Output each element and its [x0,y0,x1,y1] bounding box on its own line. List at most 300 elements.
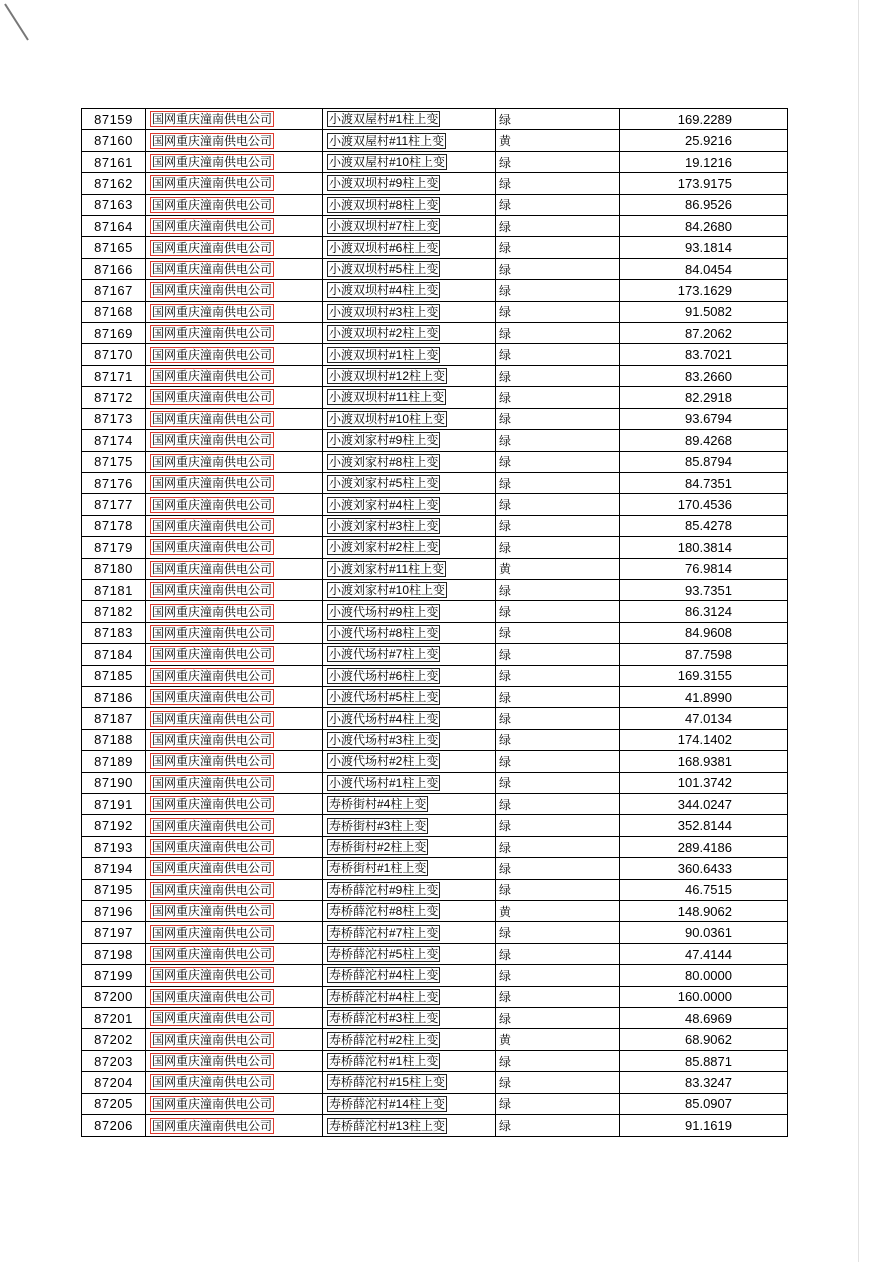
company-cell [146,472,323,493]
device-cell [323,173,496,194]
table-row [82,772,788,793]
status-cell: 绿 [496,301,620,322]
table-row [82,515,788,536]
table-row [82,472,788,493]
company-cell [146,751,323,772]
table-row [82,686,788,707]
table-row [82,879,788,900]
company-cell [146,151,323,172]
company-cell [146,515,323,536]
value-cell: 148.9062 [620,901,788,922]
status-cell: 绿 [496,879,620,900]
status-cell: 绿 [496,922,620,943]
status-cell: 黄 [496,1029,620,1050]
device-cell [323,601,496,622]
table-row [82,943,788,964]
table-row [82,1115,788,1137]
company-cell [146,173,323,194]
status-cell: 绿 [496,451,620,472]
table-row [82,965,788,986]
company-cell [146,665,323,686]
status-cell: 绿 [496,644,620,665]
company-cell [146,965,323,986]
row-id-cell: 87189 [82,751,146,772]
table-body [82,109,788,1137]
company-highlight-box: 国网重庆潼南供电公司 [152,369,273,384]
company-cell [146,537,323,558]
table-row [82,1050,788,1071]
value-cell: 360.6433 [620,858,788,879]
company-cell [146,301,323,322]
device-cell [323,1072,496,1093]
company-cell [146,1050,323,1071]
company-cell [146,922,323,943]
value-cell: 91.1619 [620,1115,788,1137]
value-cell: 84.0454 [620,258,788,279]
company-highlight-box: 国网重庆潼南供电公司 [152,604,273,619]
company-highlight-box: 国网重庆潼南供电公司 [152,390,273,405]
status-cell: 绿 [496,216,620,237]
company-cell [146,494,323,515]
status-cell: 绿 [496,772,620,793]
status-cell: 绿 [496,387,620,408]
table-row [82,451,788,472]
status-cell: 绿 [496,751,620,772]
device-highlight-box: 寿桥薛沱村#15柱上变 [329,1075,446,1090]
device-highlight-box: 小渡双坝村#12柱上变 [329,369,446,384]
value-cell: 83.7021 [620,344,788,365]
status-cell: 绿 [496,686,620,707]
row-id-cell: 87204 [82,1072,146,1093]
status-cell: 绿 [496,365,620,386]
company-highlight-box: 国网重庆潼南供电公司 [152,1011,273,1026]
company-cell [146,986,323,1007]
device-highlight-box: 寿桥街村#2柱上变 [329,840,427,855]
device-cell [323,365,496,386]
status-cell: 绿 [496,258,620,279]
value-cell: 76.9814 [620,558,788,579]
row-id-cell: 87187 [82,708,146,729]
status-cell: 绿 [496,194,620,215]
table-row [82,665,788,686]
company-cell [146,430,323,451]
table-row [82,708,788,729]
company-cell [146,1008,323,1029]
table-row [82,130,788,151]
company-cell [146,558,323,579]
status-cell: 绿 [496,965,620,986]
value-cell: 46.7515 [620,879,788,900]
device-highlight-box: 小渡双坝村#4柱上变 [329,283,439,298]
company-cell [146,323,323,344]
company-highlight-box: 国网重庆潼南供电公司 [152,968,273,983]
row-id-cell: 87198 [82,943,146,964]
power-company-table [81,108,788,1137]
table-row [82,1093,788,1114]
table-row [82,558,788,579]
status-cell: 绿 [496,408,620,429]
device-highlight-box: 寿桥薛沱村#8柱上变 [329,904,439,919]
device-highlight-box: 小渡代场村#3柱上变 [329,732,439,747]
row-id-cell: 87185 [82,665,146,686]
device-cell [323,1115,496,1137]
table-row [82,216,788,237]
value-cell: 168.9381 [620,751,788,772]
company-highlight-box: 国网重庆潼南供电公司 [152,540,273,555]
device-cell [323,622,496,643]
company-cell [146,365,323,386]
value-cell: 68.9062 [620,1029,788,1050]
table-row [82,173,788,194]
row-id-cell: 87188 [82,729,146,750]
row-id-cell: 87162 [82,173,146,194]
company-highlight-box: 国网重庆潼南供电公司 [152,1118,273,1133]
row-id-cell: 87200 [82,986,146,1007]
table-row [82,1008,788,1029]
value-cell: 89.4268 [620,430,788,451]
company-cell [146,794,323,815]
value-cell: 86.9526 [620,194,788,215]
device-highlight-box: 小渡双坝村#2柱上变 [329,326,439,341]
device-highlight-box: 小渡刘家村#9柱上变 [329,433,439,448]
device-highlight-box: 寿桥薛沱村#4柱上变 [329,989,439,1004]
device-highlight-box: 寿桥薛沱村#4柱上变 [329,968,439,983]
device-cell [323,1008,496,1029]
company-highlight-box: 国网重庆潼南供电公司 [152,925,273,940]
company-highlight-box: 国网重庆潼南供电公司 [152,176,273,191]
row-id-cell: 87184 [82,644,146,665]
status-cell: 绿 [496,537,620,558]
row-id-cell: 87178 [82,515,146,536]
table-row [82,151,788,172]
device-cell [323,280,496,301]
device-highlight-box: 寿桥薛沱村#1柱上变 [329,1054,439,1069]
company-highlight-box: 国网重庆潼南供电公司 [152,1054,273,1069]
device-highlight-box: 寿桥薛沱村#7柱上变 [329,925,439,940]
company-highlight-box: 国网重庆潼南供电公司 [152,989,273,1004]
status-cell: 黄 [496,901,620,922]
company-highlight-box: 国网重庆潼南供电公司 [152,347,273,362]
table-row [82,408,788,429]
table-row [82,622,788,643]
company-highlight-box: 国网重庆潼南供电公司 [152,561,273,576]
row-id-cell: 87169 [82,323,146,344]
device-cell [323,408,496,429]
device-cell [323,686,496,707]
status-cell: 绿 [496,323,620,344]
device-highlight-box: 小渡刘家村#3柱上变 [329,518,439,533]
value-cell: 82.2918 [620,387,788,408]
value-cell: 87.7598 [620,644,788,665]
value-cell: 93.1814 [620,237,788,258]
company-highlight-box: 国网重庆潼南供电公司 [152,155,273,170]
company-highlight-box: 国网重庆潼南供电公司 [152,583,273,598]
device-highlight-box: 小渡刘家村#10柱上变 [329,583,446,598]
device-cell [323,644,496,665]
value-cell: 101.3742 [620,772,788,793]
company-highlight-box: 国网重庆潼南供电公司 [152,690,273,705]
company-cell [146,1093,323,1114]
row-id-cell: 87201 [82,1008,146,1029]
device-cell [323,494,496,515]
company-highlight-box: 国网重庆潼南供电公司 [152,304,273,319]
company-highlight-box: 国网重庆潼南供电公司 [152,454,273,469]
device-cell [323,151,496,172]
device-highlight-box: 小渡双坝村#7柱上变 [329,219,439,234]
status-cell: 绿 [496,986,620,1007]
device-cell [323,430,496,451]
device-highlight-box: 寿桥薛沱村#13柱上变 [329,1118,446,1133]
table-row [82,601,788,622]
device-cell [323,815,496,836]
value-cell: 160.0000 [620,986,788,1007]
device-cell [323,922,496,943]
status-cell: 绿 [496,1008,620,1029]
value-cell: 90.0361 [620,922,788,943]
company-cell [146,130,323,151]
device-highlight-box: 小渡代场村#1柱上变 [329,775,439,790]
device-highlight-box: 小渡代场村#7柱上变 [329,647,439,662]
company-highlight-box: 国网重庆潼南供电公司 [152,1096,273,1111]
device-cell [323,451,496,472]
row-id-cell: 87175 [82,451,146,472]
device-cell [323,858,496,879]
device-cell [323,794,496,815]
row-id-cell: 87182 [82,601,146,622]
row-id-cell: 87176 [82,472,146,493]
company-highlight-box: 国网重庆潼南供电公司 [152,326,273,341]
device-cell [323,965,496,986]
company-cell [146,1029,323,1050]
company-highlight-box: 国网重庆潼南供电公司 [152,754,273,769]
table-row [82,194,788,215]
company-highlight-box: 国网重庆潼南供电公司 [152,476,273,491]
row-id-cell: 87196 [82,901,146,922]
row-id-cell: 87167 [82,280,146,301]
table-row [82,836,788,857]
table-row [82,301,788,322]
row-id-cell: 87179 [82,537,146,558]
company-cell [146,879,323,900]
table-row [82,644,788,665]
device-cell [323,986,496,1007]
row-id-cell: 87194 [82,858,146,879]
device-highlight-box: 小渡代场村#9柱上变 [329,604,439,619]
value-cell: 170.4536 [620,494,788,515]
company-highlight-box: 国网重庆潼南供电公司 [152,947,273,962]
company-cell [146,708,323,729]
device-cell [323,751,496,772]
device-highlight-box: 小渡双坝村#3柱上变 [329,304,439,319]
value-cell: 84.7351 [620,472,788,493]
status-cell: 绿 [496,344,620,365]
value-cell: 25.9216 [620,130,788,151]
device-cell [323,109,496,130]
device-cell [323,708,496,729]
company-highlight-box: 国网重庆潼南供电公司 [152,197,273,212]
device-cell [323,579,496,600]
status-cell: 绿 [496,579,620,600]
device-highlight-box: 小渡代场村#8柱上变 [329,625,439,640]
status-cell: 绿 [496,665,620,686]
table-row [82,922,788,943]
table-row [82,494,788,515]
table-row [82,579,788,600]
company-cell [146,901,323,922]
row-id-cell: 87174 [82,430,146,451]
row-id-cell: 87173 [82,408,146,429]
device-cell [323,836,496,857]
device-cell [323,1050,496,1071]
table-row [82,858,788,879]
value-cell: 84.2680 [620,216,788,237]
table-row [82,1072,788,1093]
company-highlight-box: 国网重庆潼南供电公司 [152,133,273,148]
status-cell: 绿 [496,729,620,750]
value-cell: 84.9608 [620,622,788,643]
row-id-cell: 87160 [82,130,146,151]
company-highlight-box: 国网重庆潼南供电公司 [152,283,273,298]
row-id-cell: 87197 [82,922,146,943]
device-highlight-box: 寿桥街村#4柱上变 [329,797,427,812]
device-cell [323,1029,496,1050]
status-cell: 绿 [496,708,620,729]
status-cell: 绿 [496,280,620,301]
row-id-cell: 87180 [82,558,146,579]
value-cell: 173.9175 [620,173,788,194]
data-table [81,108,787,1137]
device-cell [323,515,496,536]
company-cell [146,729,323,750]
scan-corner-mark-icon [0,0,40,48]
device-highlight-box: 小渡双屋村#11柱上变 [329,133,445,148]
company-cell [146,408,323,429]
row-id-cell: 87170 [82,344,146,365]
row-id-cell: 87168 [82,301,146,322]
device-cell [323,258,496,279]
device-highlight-box: 小渡刘家村#4柱上变 [329,497,439,512]
value-cell: 352.8144 [620,815,788,836]
status-cell: 绿 [496,815,620,836]
device-highlight-box: 寿桥薛沱村#2柱上变 [329,1032,439,1047]
status-cell: 绿 [496,622,620,643]
device-highlight-box: 小渡双坝村#11柱上变 [329,390,445,405]
device-cell [323,879,496,900]
table-row [82,1029,788,1050]
company-highlight-box: 国网重庆潼南供电公司 [152,647,273,662]
device-highlight-box: 小渡双坝村#9柱上变 [329,176,439,191]
device-highlight-box: 小渡刘家村#11柱上变 [329,561,445,576]
value-cell: 85.8871 [620,1050,788,1071]
row-id-cell: 87192 [82,815,146,836]
device-highlight-box: 小渡代场村#2柱上变 [329,754,439,769]
company-cell [146,451,323,472]
company-cell [146,858,323,879]
company-cell [146,109,323,130]
device-highlight-box: 小渡代场村#6柱上变 [329,668,439,683]
company-cell [146,601,323,622]
device-cell [323,537,496,558]
row-id-cell: 87206 [82,1115,146,1137]
status-cell: 绿 [496,173,620,194]
table-row [82,344,788,365]
status-cell: 绿 [496,430,620,451]
table-row [82,430,788,451]
company-highlight-box: 国网重庆潼南供电公司 [152,840,273,855]
value-cell: 87.2062 [620,323,788,344]
company-highlight-box: 国网重庆潼南供电公司 [152,668,273,683]
value-cell: 289.4186 [620,836,788,857]
value-cell: 169.3155 [620,665,788,686]
device-cell [323,1093,496,1114]
company-cell [146,644,323,665]
row-id-cell: 87159 [82,109,146,130]
row-id-cell: 87183 [82,622,146,643]
row-id-cell: 87165 [82,237,146,258]
row-id-cell: 87203 [82,1050,146,1071]
row-id-cell: 87177 [82,494,146,515]
status-cell: 绿 [496,151,620,172]
value-cell: 93.6794 [620,408,788,429]
device-cell [323,901,496,922]
row-id-cell: 87171 [82,365,146,386]
device-cell [323,301,496,322]
table-row [82,365,788,386]
company-highlight-box: 国网重庆潼南供电公司 [152,518,273,533]
table-row [82,109,788,130]
row-id-cell: 87195 [82,879,146,900]
row-id-cell: 87190 [82,772,146,793]
table-row [82,537,788,558]
company-cell [146,579,323,600]
device-cell [323,729,496,750]
company-highlight-box: 国网重庆潼南供电公司 [152,240,273,255]
company-cell [146,344,323,365]
company-highlight-box: 国网重庆潼南供电公司 [152,904,273,919]
value-cell: 85.4278 [620,515,788,536]
table-row [82,323,788,344]
company-cell [146,622,323,643]
company-highlight-box: 国网重庆潼南供电公司 [152,433,273,448]
company-cell [146,237,323,258]
company-highlight-box: 国网重庆潼南供电公司 [152,797,273,812]
device-highlight-box: 小渡刘家村#8柱上变 [329,454,439,469]
company-highlight-box: 国网重庆潼南供电公司 [152,411,273,426]
device-cell [323,130,496,151]
company-cell [146,194,323,215]
status-cell: 绿 [496,494,620,515]
row-id-cell: 87163 [82,194,146,215]
device-highlight-box: 小渡双坝村#6柱上变 [329,240,439,255]
device-cell [323,194,496,215]
status-cell: 绿 [496,1115,620,1137]
table-row [82,751,788,772]
device-highlight-box: 寿桥薛沱村#9柱上变 [329,882,439,897]
value-cell: 83.2660 [620,365,788,386]
device-highlight-box: 小渡双坝村#10柱上变 [329,411,446,426]
row-id-cell: 87199 [82,965,146,986]
row-id-cell: 87205 [82,1093,146,1114]
device-cell [323,237,496,258]
device-cell [323,558,496,579]
device-cell [323,943,496,964]
row-id-cell: 87172 [82,387,146,408]
value-cell: 48.6969 [620,1008,788,1029]
company-highlight-box: 国网重庆潼南供电公司 [152,861,273,876]
device-highlight-box: 寿桥街村#3柱上变 [329,818,427,833]
status-cell: 绿 [496,109,620,130]
table-row [82,901,788,922]
